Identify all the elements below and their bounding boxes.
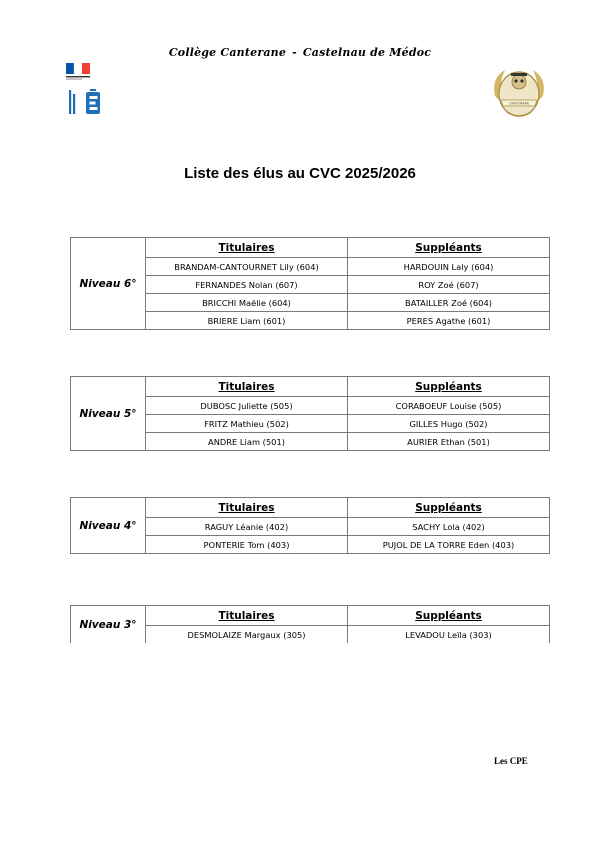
titulaire-cell: DESMOLAIZE Margaux (305) (146, 626, 348, 644)
suppleant-cell: HARDOUIN Laly (604) (348, 258, 550, 276)
suppleant-cell: SACHY Lola (402) (348, 518, 550, 536)
suppleant-cell: AURIER Ethan (501) (348, 433, 550, 451)
suppleant-cell: PUJOL DE LA TORRE Eden (403) (348, 536, 550, 554)
column-header-titulaires: Titulaires (146, 238, 348, 258)
column-header-titulaires: Titulaires (146, 498, 348, 518)
titulaire-cell: RAGUY Léanie (402) (146, 518, 348, 536)
titulaire-cell: DUBOSC Juliette (505) (146, 397, 348, 415)
level-label: Niveau 4° (71, 498, 146, 554)
level-label: Niveau 3° (71, 606, 146, 644)
suppleant-cell: CORABOEUF Louise (505) (348, 397, 550, 415)
suppleant-cell: GILLES Hugo (502) (348, 415, 550, 433)
level-label: Niveau 5° (71, 377, 146, 451)
column-header-suppleants: Suppléants (348, 606, 550, 626)
column-header-titulaires: Titulaires (146, 606, 348, 626)
page-title: Liste des élus au CVC 2025/2026 (184, 165, 416, 182)
column-header-suppleants: Suppléants (348, 377, 550, 397)
table-niveau-4 (70, 497, 550, 554)
column-header-suppleants: Suppléants (348, 238, 550, 258)
titulaire-cell: BRICCHI Maëlie (604) (146, 294, 348, 312)
signature: Les CPE (494, 756, 528, 766)
titulaire-cell: FERNANDES Nolan (607) (146, 276, 348, 294)
college-canterane-crest (487, 60, 551, 124)
column-header-suppleants: Suppléants (348, 498, 550, 518)
level-label: Niveau 6° (71, 238, 146, 330)
table-niveau-3 (70, 605, 550, 643)
school-header (0, 46, 600, 59)
table-niveau-6 (70, 237, 550, 330)
crest-banner-text: CANTERANE (508, 101, 530, 106)
column-header-titulaires: Titulaires (146, 377, 348, 397)
suppleant-cell: LEVADOU Leïla (303) (348, 626, 550, 644)
table-niveau-5 (70, 376, 550, 451)
suppleant-cell: ROY Zoé (607) (348, 276, 550, 294)
suppleant-cell: PERES Agathe (601) (348, 312, 550, 330)
academie-bordeaux-logo (68, 88, 108, 116)
school-name: Collège Canterane (168, 46, 287, 59)
header-separator: - (292, 46, 297, 59)
suppleant-cell: BATAILLER Zoé (604) (348, 294, 550, 312)
titulaire-cell: FRITZ Mathieu (502) (146, 415, 348, 433)
school-town: Castelnau de Médoc (302, 46, 432, 59)
titulaire-cell: BRANDAM-CANTOURNET Lily (604) (146, 258, 348, 276)
titulaire-cell: ANDRE Liam (501) (146, 433, 348, 451)
titulaire-cell: PONTERIE Tom (403) (146, 536, 348, 554)
republique-francaise-logo (66, 63, 92, 81)
titulaire-cell: BRIERE Liam (601) (146, 312, 348, 330)
